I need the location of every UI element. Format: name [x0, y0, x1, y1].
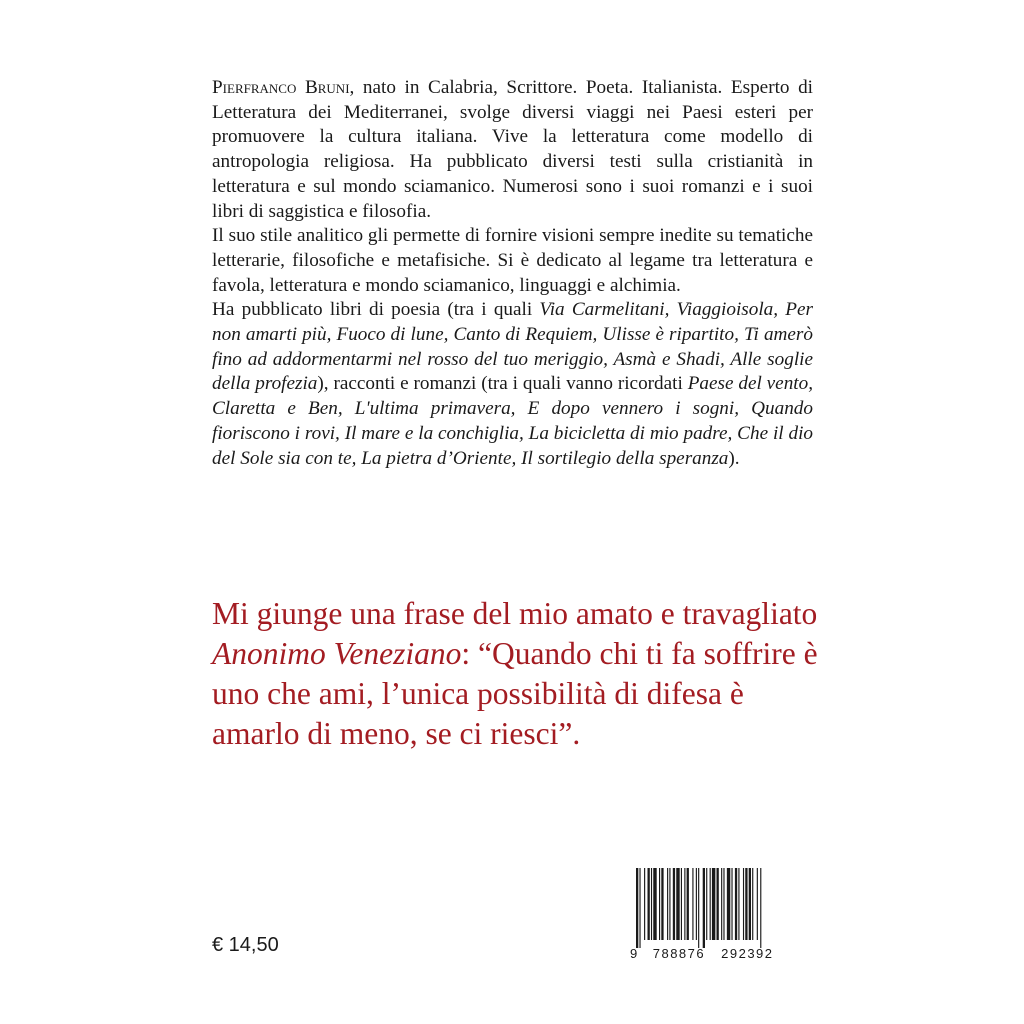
barcode-bars	[630, 868, 812, 948]
barcode-bar	[721, 868, 722, 940]
barcode-bar	[723, 868, 724, 940]
barcode-bar	[749, 868, 751, 940]
barcode-bar	[673, 868, 675, 940]
barcode-bar	[684, 868, 685, 940]
barcode-bar	[648, 868, 650, 940]
barcode-bar	[760, 868, 761, 948]
isbn-barcode	[630, 868, 812, 963]
barcode-bar	[710, 868, 711, 940]
bio-paragraph-2: Il suo stile analitico gli permette di fornire visioni sempre inedite su tematiche letterarie, filosofiche e metafisiche. Si è dedicato al legame tra letteratura e favola, letteratura e mondo sciamanico, linguaggi e alchimia.	[212, 225, 813, 296]
bio-p3-intro: Ha pubblicato libri di poesia (tra i quali	[212, 299, 540, 321]
bio-p3-mid: ), racconti e romanzi (tra i quali vanno ricordati	[317, 373, 688, 395]
barcode-bar	[653, 868, 656, 940]
novel-titles: Paese del vento, Claretta e Ben, L'ultima primavera, E dopo vennero i sogni, Quando fioriscono i rovi, Il mare e la conchiglia, La bicicletta di mio padre, Che il dio del Sole sia con te, La pietra d’Oriente, Il sortilegio della speranza	[212, 373, 814, 469]
price-label: € 14,50	[212, 934, 279, 956]
barcode-bar	[661, 868, 663, 940]
barcode-bar	[669, 868, 670, 940]
barcode-bar	[644, 868, 645, 940]
barcode-bar	[639, 868, 640, 948]
barcode-bar	[659, 868, 660, 940]
bio-p3-end: ).	[728, 447, 740, 469]
barcode-bar	[727, 868, 730, 940]
bio-paragraph-1-text: , nato in Calabria, Scrittore. Poeta. Italianista. Esperto di Letteratura dei Mediterranei, svolge diversi viaggi nei Paesi esteri per promuovere la cultura italiana. Vive la letteratura come modello di antropologia religiosa. Ha pubblicato diversi testi sulla cristianità in letteratura e sul mondo sciamanico. Numerosi sono i suoi romanzi e i suoi libri di saggistica e filosofia.	[212, 77, 814, 222]
barcode-bar	[743, 868, 744, 940]
isbn-number	[630, 946, 812, 961]
barcode-bar	[735, 868, 737, 940]
barcode-bar	[738, 868, 739, 940]
quote-source-title: Anonimo Veneziano	[212, 636, 462, 671]
barcode-bar	[651, 868, 652, 940]
barcode-bar	[752, 868, 753, 940]
author-bio	[212, 76, 813, 471]
isbn-left-group: 788876	[652, 946, 706, 961]
barcode-bar	[676, 868, 679, 940]
barcode-bar	[706, 868, 707, 940]
barcode-bar	[681, 868, 682, 940]
barcode-bar	[717, 868, 719, 940]
bio-paragraph-3	[212, 298, 813, 471]
author-first-name: Pierfranco	[212, 77, 297, 98]
barcode-bar	[731, 868, 732, 940]
barcode-bar	[687, 868, 689, 940]
isbn-first-digit: 9	[630, 946, 639, 961]
barcode-bar	[667, 868, 668, 940]
isbn-right-group: 292392	[721, 946, 774, 961]
author-last-name: Bruni	[304, 77, 350, 98]
quote-intro: Mi giunge una frase del mio amato e travagliato	[212, 596, 818, 631]
quote-text: : “Quando chi ti fa soffrire è uno che ami, l’unica possibilità di difesa è amarlo di meno, se ci riesci”.	[212, 636, 818, 751]
barcode-bar	[692, 868, 693, 940]
barcode-bar	[703, 868, 705, 948]
barcode-bar	[757, 868, 758, 940]
featured-quote	[212, 594, 822, 754]
poetry-titles: Via Carmelitani, Viaggioisola, Per non amarti più, Fuoco di lune, Canto di Requiem, Ulisse è ripartito, Ti amerò fino ad addormentarmi nel rosso del tuo meriggio, Asmà e Shadi, Alle soglie della profezia	[212, 299, 813, 395]
bio-paragraph-1	[212, 76, 813, 224]
barcode-bar	[712, 868, 715, 940]
barcode-bar	[636, 868, 638, 948]
barcode-bar	[696, 868, 697, 940]
barcode-bar	[698, 868, 699, 948]
barcode-bar	[745, 868, 747, 940]
